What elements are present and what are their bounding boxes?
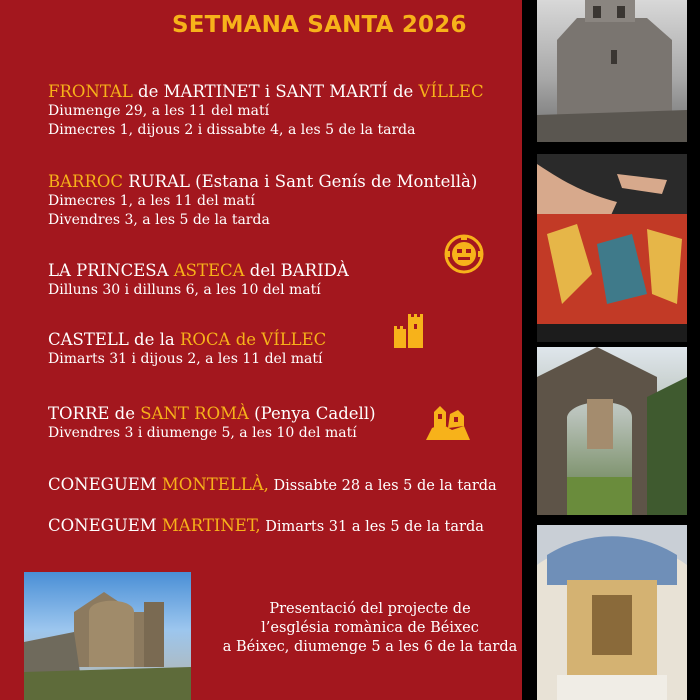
chapel-interior-photo bbox=[537, 525, 687, 700]
church-photo-bw bbox=[537, 0, 687, 142]
poster-title: SETMANA SANTA 2026 bbox=[172, 12, 467, 38]
event-heading-part: de MARTINET i SANT MARTÍ de bbox=[132, 82, 419, 101]
event-schedule: Dilluns 30 i dilluns 6, a les 10 del matí bbox=[48, 282, 321, 298]
presentation-line: a Béixec, diumenge 5 a les 6 de la tarda bbox=[222, 639, 518, 655]
event-coneguem-martinet bbox=[48, 516, 484, 537]
event-heading-part: ROCA de VÍLLEC bbox=[179, 330, 327, 349]
event-heading bbox=[48, 404, 376, 424]
event-heading-part: Dimarts 31 a les 5 de la tarda bbox=[260, 519, 484, 535]
event-heading-part: RURAL (Estana i Sant Genís de Montellà) bbox=[123, 172, 478, 191]
event-heading-part: ASTECA bbox=[173, 261, 245, 280]
event-castell-roca bbox=[48, 330, 326, 369]
event-heading-part: del BARIDÀ bbox=[244, 261, 349, 280]
presentation-line: l’església romànica de Béixec bbox=[261, 620, 479, 636]
event-schedule: Dimecres 1, dijous 2 i dissabte 4, a les 5 de la tarda bbox=[48, 122, 416, 138]
event-heading bbox=[48, 330, 326, 350]
event-heading bbox=[48, 82, 484, 102]
altar-frontal-restoration-photo bbox=[537, 154, 687, 342]
event-frontal bbox=[48, 82, 484, 140]
event-schedule: Divendres 3, a les 5 de la tarda bbox=[48, 212, 270, 228]
event-heading-part: Dissabte 28 a les 5 de la tarda bbox=[268, 478, 497, 494]
event-heading-part: MONTELLÀ, bbox=[161, 475, 269, 494]
event-schedule: Dimarts 31 i dijous 2, a les 11 del matí bbox=[48, 351, 323, 367]
event-torre-sant-roma bbox=[48, 404, 376, 443]
event-heading bbox=[48, 261, 349, 281]
event-heading-part: BARROC bbox=[48, 172, 124, 191]
presentation-note bbox=[210, 600, 530, 657]
event-heading bbox=[48, 475, 497, 496]
event-coneguem-montella bbox=[48, 475, 497, 496]
stone-arch-photo bbox=[537, 347, 687, 515]
castle-tower-icon bbox=[392, 310, 432, 350]
event-heading-part: LA PRINCESA bbox=[48, 261, 174, 280]
event-heading-part: MARTINET, bbox=[161, 516, 261, 535]
event-barroc-rural bbox=[48, 172, 477, 230]
event-heading bbox=[48, 172, 477, 192]
event-schedule: Diumenge 29, a les 11 del matí bbox=[48, 103, 270, 119]
event-heading-part: FRONTAL bbox=[48, 82, 133, 101]
event-heading-part: TORRE de bbox=[48, 404, 141, 423]
aztec-face-icon bbox=[444, 234, 484, 274]
beixec-church-photo bbox=[24, 572, 191, 700]
event-heading-part: VÍLLEC bbox=[418, 82, 484, 101]
event-heading-part: CONEGUEM bbox=[48, 475, 162, 494]
event-heading-part: SANT ROMÀ bbox=[140, 404, 249, 423]
event-heading-part: CASTELL de la bbox=[48, 330, 180, 349]
event-heading-part: CONEGUEM bbox=[48, 516, 162, 535]
event-heading-part: (Penya Cadell) bbox=[248, 404, 376, 423]
presentation-line: Presentació del projecte de bbox=[269, 601, 471, 617]
watchtower-icon bbox=[424, 400, 472, 442]
event-schedule: Divendres 3 i diumenge 5, a les 10 del matí bbox=[48, 425, 357, 441]
event-princesa-asteca bbox=[48, 261, 349, 300]
event-schedule: Dimecres 1, a les 11 del matí bbox=[48, 193, 255, 209]
event-heading bbox=[48, 516, 484, 537]
